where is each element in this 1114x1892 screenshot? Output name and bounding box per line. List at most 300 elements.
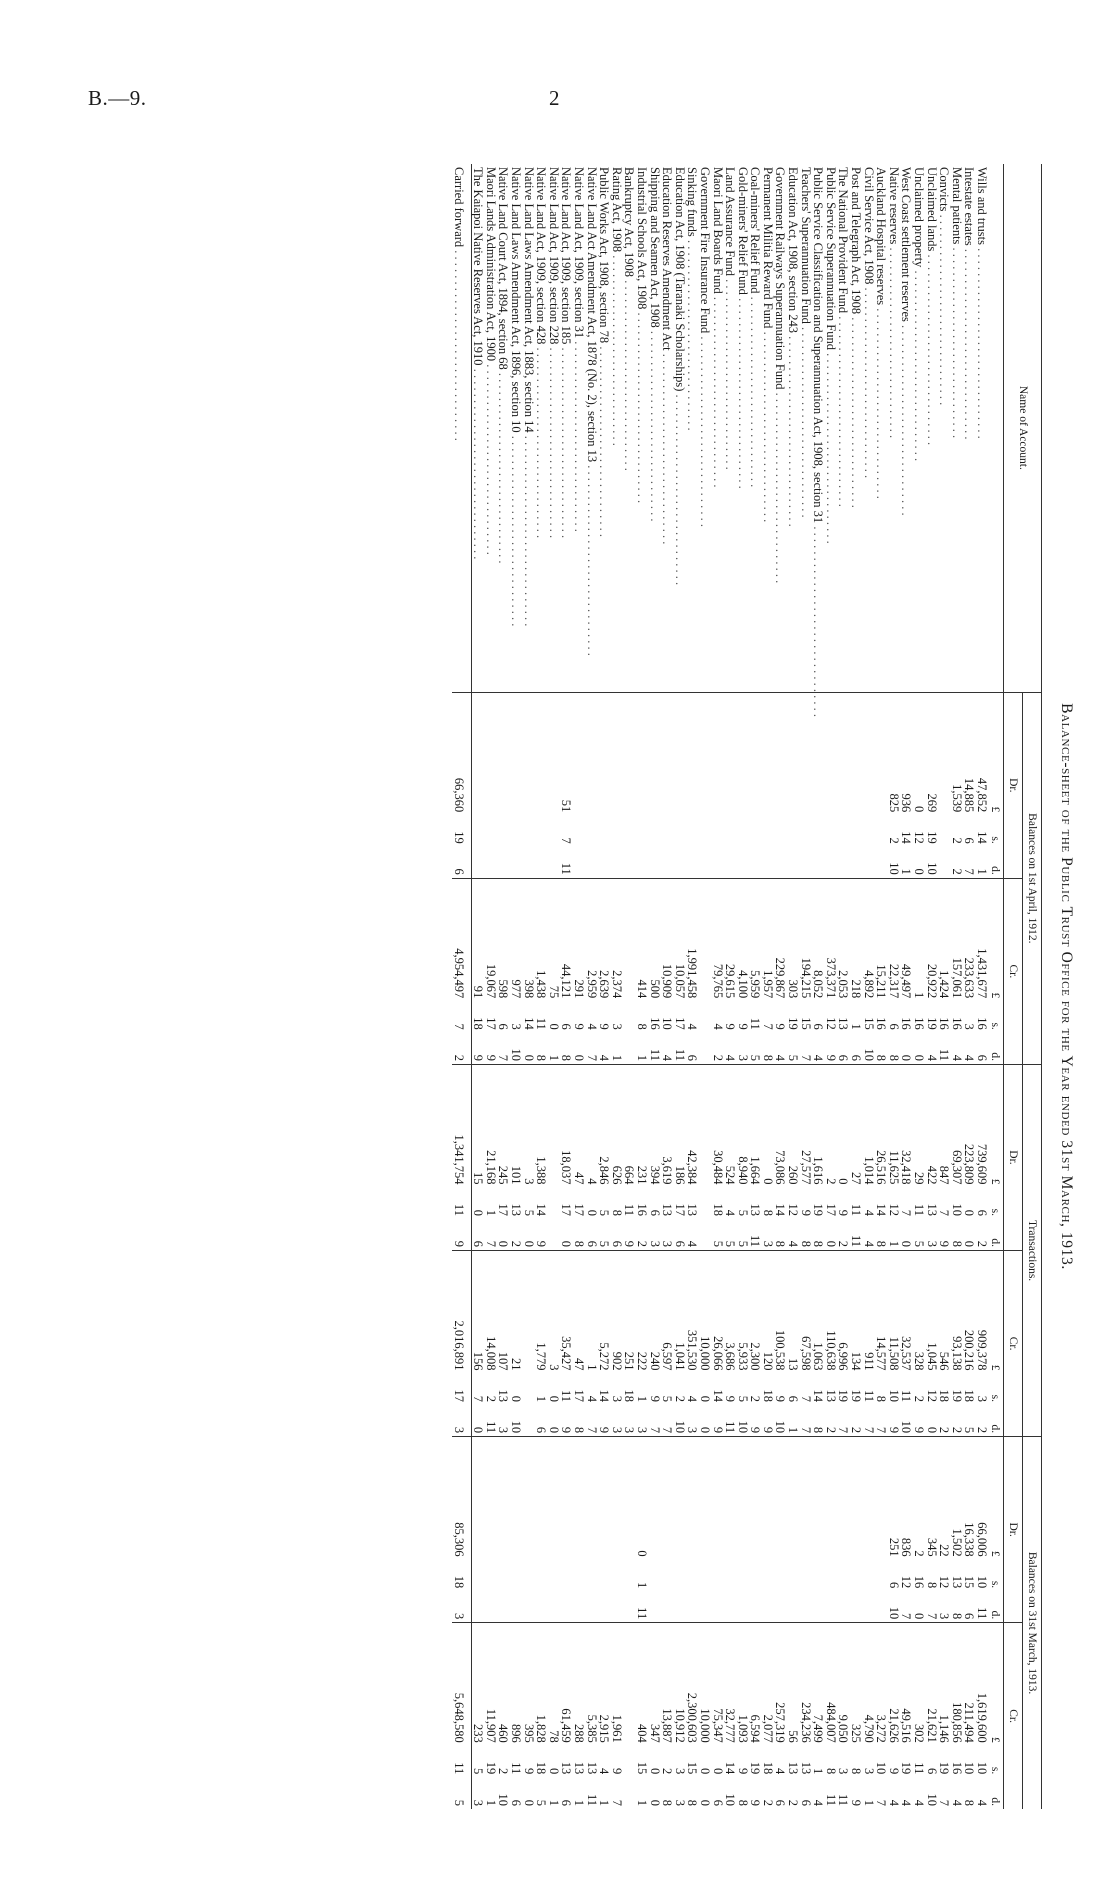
amount-pounds: 22,317 <box>886 963 901 999</box>
amount-pence <box>623 1591 636 1623</box>
amount-pence: 0 <box>560 1219 573 1251</box>
page-number: 2 <box>549 86 560 110</box>
account-label: Rating Act, 1908 <box>609 167 624 253</box>
amount-shillings <box>661 1560 674 1592</box>
amount-shillings: 19 <box>811 1203 826 1216</box>
amount-pounds: 156 <box>471 1351 486 1371</box>
amount-pence: 9 <box>471 1033 484 1065</box>
amount-shillings <box>824 1560 837 1592</box>
amount-shillings: 13 <box>836 1017 851 1030</box>
account-label: Post and Telegraph Act, 1908 <box>849 167 864 315</box>
amount-pounds: 1,616 <box>811 1156 826 1185</box>
amount-shillings <box>471 1560 484 1592</box>
amount-shillings: 6 <box>496 1023 511 1030</box>
amount-pounds: 328 <box>912 1351 927 1371</box>
amount-shillings <box>837 815 850 847</box>
amount-pounds: 3,619 <box>660 1156 675 1185</box>
amount-pounds: 2,959 <box>584 970 599 999</box>
table-row <box>975 164 988 1809</box>
amount-pence: 4 <box>949 1799 964 1806</box>
amount-pence: 7 <box>963 847 976 879</box>
amount-pounds: 26,066 <box>710 1336 725 1371</box>
amount-pence <box>736 847 749 879</box>
amount-pounds: 395 <box>521 1723 536 1743</box>
rotated-balance-sheet <box>100 164 1075 1809</box>
amount-pounds <box>938 692 951 815</box>
amount-shillings: 6 <box>559 1023 574 1030</box>
amount-pence <box>560 1591 573 1623</box>
amount-pounds: 13,887 <box>660 1708 675 1743</box>
amount-pounds: 896 <box>509 1723 524 1743</box>
amount-pence: 11 <box>749 1219 762 1251</box>
amount-pence: 5 <box>736 1219 749 1251</box>
amount-pounds: 233,633 <box>962 957 977 999</box>
amount-pence: 3 <box>661 1219 674 1251</box>
amount-shillings <box>875 815 888 847</box>
amount-pence <box>661 847 674 879</box>
amount-pounds: 194,215 <box>798 957 813 999</box>
unit-pound: £ <box>988 1550 1001 1557</box>
amount-pence <box>623 1033 636 1065</box>
amount-pence: 9 <box>749 1405 762 1437</box>
account-name <box>661 164 674 692</box>
amount-pence <box>698 847 711 879</box>
dot-leader: . . . . . . . . . . . . . . . . . . . . . . . . . . . . . . . <box>451 247 466 441</box>
amount-shillings <box>623 1560 636 1592</box>
amount-pence <box>585 1591 598 1623</box>
amount-pounds: 75 <box>546 985 561 999</box>
amount-shillings <box>849 815 862 847</box>
amount-pounds: 49,497 <box>899 963 914 999</box>
amount-shillings: 9 <box>735 1023 750 1030</box>
amount-pence: 8 <box>685 1799 700 1806</box>
amount-pounds: 32,777 <box>723 1708 738 1743</box>
amount-pence: 8 <box>962 1799 977 1806</box>
amount-pence <box>522 847 535 879</box>
account-label: Permanent Militia Reward Fund <box>760 167 775 329</box>
amount-pence: 0 <box>521 1799 536 1806</box>
amount-shillings: 1 <box>534 1395 549 1403</box>
amount-pounds <box>585 692 598 815</box>
amount-pence <box>635 847 648 879</box>
unit-pence: d. <box>988 1219 1004 1251</box>
amount-pence: 2 <box>711 1033 724 1065</box>
amount-shillings: 17 <box>672 1203 687 1216</box>
dot-leader: . . . . . . . . . . . . . . . . . . . . . . . . . . . . . . . <box>660 350 675 545</box>
amount-pounds: 218 <box>849 979 864 999</box>
amount-shillings <box>635 815 648 847</box>
amount-pounds: 32,537 <box>899 1336 914 1371</box>
amount-shillings: 8 <box>874 1395 889 1403</box>
amount-pounds <box>484 1437 497 1560</box>
amount-pounds <box>471 692 484 815</box>
amount-shillings: 13 <box>496 1389 511 1403</box>
unit-shillings: s. <box>988 1208 1001 1216</box>
amount-pounds: 30,484 <box>710 1150 725 1185</box>
amount-pounds <box>787 1437 800 1560</box>
amount-shillings: 4 <box>861 1209 876 1216</box>
amount-shillings: 13 <box>660 1203 675 1216</box>
amount-pounds <box>648 1437 661 1560</box>
amount-pence <box>799 847 812 879</box>
amount-pounds: 739,609 <box>975 1143 989 1185</box>
amount-pounds <box>862 1437 875 1560</box>
amount-pounds: 2 <box>912 1550 927 1557</box>
amount-pence: 9 <box>912 1405 925 1437</box>
amount-pence: 8 <box>572 1219 585 1251</box>
amount-shillings: 19 <box>899 1761 914 1775</box>
amount-pounds: 3 <box>521 1178 536 1185</box>
amount-shillings: 12 <box>886 1203 901 1216</box>
amount-pounds: 61,459 <box>559 1708 574 1743</box>
header-opening-cr: Cr. <box>1004 878 1023 1064</box>
amount-pence <box>610 847 623 879</box>
account-label: Industrial Schools Act, 1908 <box>634 167 649 310</box>
amount-pounds: 8,052 <box>811 970 826 999</box>
amount-shillings: 15 <box>962 1575 977 1589</box>
amount-shillings: 11 <box>899 1389 914 1403</box>
amount-pounds: 21 <box>509 1357 524 1371</box>
amount-shillings: 4 <box>584 1395 599 1403</box>
account-label: Education Reserves Amendment Act <box>660 167 675 351</box>
amount-pence <box>849 1591 862 1623</box>
amount-pounds: 6,996 <box>836 1342 851 1371</box>
amount-pounds: 51 <box>559 799 574 813</box>
amount-pence: 6 <box>471 1219 484 1251</box>
amount-pounds: 1,341,754 <box>452 1064 471 1187</box>
amount-shillings: 4 <box>710 1023 725 1030</box>
account-name <box>799 164 812 692</box>
dot-leader: . . . . . . . . . . . . . . . . . . . . . . . . . . . . . . . <box>723 276 738 470</box>
amount-pounds <box>673 1437 686 1560</box>
amount-pence: 3 <box>648 1219 661 1251</box>
amount-pounds <box>497 692 510 815</box>
amount-pence: 3 <box>925 1219 938 1251</box>
amount-pence <box>648 847 661 879</box>
amount-shillings: 16 <box>949 1761 964 1775</box>
amount-shillings: 17 <box>672 1017 687 1030</box>
amount-pounds: 1,957 <box>760 970 775 999</box>
amount-shillings: 9 <box>773 1395 788 1403</box>
amount-pounds: 10,912 <box>672 1708 687 1743</box>
amount-shillings: 11 <box>861 1389 876 1403</box>
amount-shillings: 7 <box>899 1209 914 1216</box>
table-row <box>686 164 699 1809</box>
amount-pence: 9 <box>887 1405 900 1437</box>
amount-shillings: 6 <box>975 1209 989 1216</box>
unit-pence: d. <box>988 847 1004 879</box>
amount-pence: 0 <box>471 1405 484 1437</box>
amount-pence <box>736 1591 749 1623</box>
amount-pence: 4 <box>787 1219 800 1251</box>
amount-pence: 3 <box>686 1405 699 1437</box>
amount-pounds: 21,621 <box>924 1708 939 1743</box>
amount-pounds: 911 <box>861 1352 876 1371</box>
dot-leader: . . . . . . . . . . . . . . . . . . . . . . . . . . . . . . . <box>975 244 989 439</box>
amount-shillings: 1 <box>634 1395 649 1403</box>
amount-pence: 1 <box>610 1033 623 1065</box>
amount-pounds <box>749 1437 762 1560</box>
amount-pence <box>799 1591 812 1623</box>
amount-shillings: 0 <box>471 1209 486 1216</box>
amount-pence: 7 <box>648 1405 661 1437</box>
dot-leader: . . . . . . . . . . . . . . . . . . . . . . . . . . . . . . . <box>748 293 763 488</box>
amount-pounds: 1,093 <box>735 1714 750 1743</box>
amount-pence: 8 <box>560 1033 573 1065</box>
amount-shillings: 8 <box>849 1767 864 1775</box>
amount-pounds <box>471 1437 484 1560</box>
amount-shillings: 2 <box>912 1395 927 1403</box>
amount-shillings <box>711 815 724 847</box>
amount-shillings: 2 <box>748 1395 763 1403</box>
amount-pence: 7 <box>900 1591 913 1623</box>
amount-shillings: 13 <box>786 1761 801 1775</box>
account-label: Native Land Act, 1909, section 185 <box>559 167 574 345</box>
amount-shillings <box>547 815 560 847</box>
account-label: Maori Lands Administration Act, 1900 <box>483 167 498 362</box>
amount-pence <box>547 847 560 879</box>
amount-pounds: 245 <box>496 1165 511 1185</box>
amount-pence: 5 <box>724 1219 737 1251</box>
amount-pence: 1 <box>547 1033 560 1065</box>
amount-pounds <box>623 1623 636 1746</box>
unit-pound: £ <box>988 1178 1001 1185</box>
amount-pounds: 2,300,603 <box>685 1692 700 1743</box>
amount-pence: 8 <box>535 1033 548 1065</box>
amount-shillings <box>749 1560 762 1592</box>
header-closing-dr: Dr. <box>1004 1437 1023 1623</box>
amount-pounds: 414 <box>634 979 649 999</box>
dot-leader: . . . . . . . . . . . . . . . . . . . . . . . . . . . . . . . <box>597 343 612 537</box>
amount-pounds <box>497 1437 510 1560</box>
amount-shillings: 11 <box>559 1389 574 1403</box>
amount-shillings <box>610 1560 623 1592</box>
dot-leader: . . . . . . . . . . . . . . . . . . . . . . . . . . . . . . . <box>962 245 977 440</box>
amount-pence: 10 <box>736 1405 749 1437</box>
amount-shillings <box>673 815 686 847</box>
amount-pence: 5 <box>787 1033 800 1065</box>
dot-leader: . . . . . . . . . . . . . . . . . . . . . . . . . . . . . . . <box>735 294 750 489</box>
amount-pounds: 1,961 <box>609 1714 624 1743</box>
amount-pounds <box>598 1437 611 1560</box>
account-name <box>849 164 862 692</box>
amount-shillings <box>585 1560 598 1592</box>
amount-pence: 2 <box>938 1405 951 1437</box>
amount-pounds <box>875 692 888 815</box>
header-transactions-dr: Dr. <box>1004 1064 1023 1250</box>
amount-shillings: 11 <box>509 1762 524 1775</box>
amount-pence: 1 <box>597 1799 612 1806</box>
amount-pounds <box>610 692 623 815</box>
amount-pounds <box>812 1437 825 1560</box>
account-label: Maori Land Boards Fund <box>710 167 725 294</box>
amount-pence <box>875 847 888 879</box>
header-closing-balances: Balances on 31st March, 1913. <box>1023 1437 1042 1809</box>
account-label: Native Land Court Act, 1894, section 68 <box>496 167 511 370</box>
table-row <box>610 164 623 1809</box>
amount-pounds: 21,168 <box>483 1150 498 1185</box>
dot-leader: . . . . . . . . . . . . . . . . . . . . . . . . . . . . . . . <box>634 309 649 504</box>
amount-shillings <box>535 815 548 847</box>
amount-pounds: 5,272 <box>597 1342 612 1371</box>
table-row <box>887 164 900 1809</box>
amount-pounds: 1,828 <box>534 1714 549 1743</box>
header-transactions-cr: Cr. <box>1004 1251 1023 1437</box>
amount-pence: 0 <box>697 1799 712 1806</box>
amount-shillings <box>938 815 951 847</box>
amount-shillings: 1 <box>811 1767 826 1775</box>
amount-pounds: 10,000 <box>697 1336 712 1371</box>
amount-pence: 6 <box>849 1033 862 1065</box>
amount-pounds: 85,306 <box>452 1437 471 1560</box>
amount-pence: 2 <box>635 1219 648 1251</box>
amount-pence: 11 <box>635 1591 648 1623</box>
table-row <box>761 164 774 1809</box>
dot-leader: . . . . . . . . . . . . . . . . . . . . . . . . . . . . . . . <box>899 321 914 516</box>
amount-pence: 7 <box>862 1405 875 1437</box>
amount-pence: 4 <box>774 1033 787 1065</box>
amount-shillings: 10 <box>660 1017 675 1030</box>
amount-pounds: 56 <box>786 1730 801 1743</box>
amount-pounds: 398 <box>521 979 536 999</box>
account-name <box>811 164 826 717</box>
amount-pounds <box>535 692 548 815</box>
account-label: Public Service Classification and Superannuation Act, 1908, section 31 <box>811 167 826 524</box>
table-row <box>837 164 850 1809</box>
amount-pounds: 1 <box>912 992 927 999</box>
dot-leader: . . . . . . . . . . . . . . . . . . . . . . . . . . . . . . . <box>811 523 826 717</box>
amount-pounds <box>522 1251 535 1374</box>
amount-pence: 5 <box>598 1219 611 1251</box>
carried-forward-row <box>452 164 471 1809</box>
amount-pounds: 18,037 <box>559 1150 574 1185</box>
amount-pence: 7 <box>799 1405 812 1437</box>
amount-pounds <box>635 692 648 815</box>
amount-shillings: 7 <box>760 1023 775 1030</box>
amount-pounds: 2 <box>823 1178 838 1185</box>
table-row <box>535 164 548 1809</box>
amount-pounds <box>673 692 686 815</box>
header-account-name: Name of Account. <box>1004 164 1042 692</box>
table-row <box>799 164 812 1809</box>
amount-shillings: 8 <box>609 1209 624 1216</box>
amount-pounds: 394 <box>647 1165 662 1185</box>
dot-leader: . . . . . . . . . . . . . . . . . . . . . . . . . . . . . . . <box>798 323 813 518</box>
amount-pence: 2 <box>837 1219 850 1251</box>
amount-pence: 9 <box>938 1219 951 1251</box>
amount-pence <box>673 1591 686 1623</box>
amount-pounds: 291 <box>572 979 586 999</box>
amount-pence: 0 <box>647 1799 662 1806</box>
dot-leader: . . . . . . . . . . . . . . . . . . . . . . . . . . . . . . . <box>949 244 964 439</box>
table-row <box>560 164 573 1809</box>
account-name <box>787 164 800 692</box>
amount-shillings: 5 <box>471 1767 486 1775</box>
amount-pounds: 91 <box>471 985 486 999</box>
amount-pence <box>572 847 585 879</box>
account-label: The Kaiapoi Native Reserves Act, 1910 <box>471 167 486 366</box>
amount-pence: 3 <box>610 1405 623 1437</box>
amount-pounds <box>509 1437 522 1560</box>
amount-shillings: 16 <box>634 1203 649 1216</box>
table-row <box>736 164 749 1809</box>
amount-pounds: 73,086 <box>773 1150 788 1185</box>
balance-sheet-table <box>452 164 1042 1809</box>
amount-shillings: 12 <box>924 1389 939 1403</box>
amount-pounds: 251 <box>622 1351 637 1371</box>
account-name <box>837 164 850 692</box>
amount-pounds: 4,892 <box>861 970 876 999</box>
amount-pounds: 49,516 <box>899 1708 914 1743</box>
amount-pence <box>471 847 484 879</box>
amount-shillings <box>497 1560 510 1592</box>
amount-shillings: 14 <box>975 831 989 844</box>
table-row <box>950 164 963 1809</box>
amount-shillings: 1 <box>849 1023 864 1030</box>
amount-pence <box>535 847 548 879</box>
amount-pence: 3 <box>672 1799 687 1806</box>
amount-pounds <box>547 692 560 815</box>
amount-shillings: 12 <box>912 831 927 844</box>
amount-pence: 4 <box>912 1799 927 1806</box>
amount-shillings: 3 <box>861 1767 876 1775</box>
amount-pence <box>686 1591 699 1623</box>
amount-pence <box>509 847 522 879</box>
amount-shillings <box>686 815 699 847</box>
amount-pounds: 825 <box>886 793 901 813</box>
amount-pence: 1 <box>887 1219 900 1251</box>
amount-shillings <box>774 1560 787 1592</box>
amount-pounds: 233 <box>471 1723 486 1743</box>
account-name <box>497 164 510 692</box>
amount-pounds <box>824 692 837 815</box>
amount-pence <box>673 847 686 879</box>
amount-pence: 11 <box>849 1219 862 1251</box>
account-name <box>648 164 661 692</box>
amount-shillings: 2 <box>483 1395 498 1403</box>
amount-shillings: 15 <box>685 1761 700 1775</box>
amount-shillings: 10 <box>975 1575 989 1589</box>
amount-pence <box>837 1591 850 1623</box>
amount-shillings: 9 <box>723 1395 738 1403</box>
account-label: Unclaimed lands <box>924 167 939 252</box>
amount-shillings: 9 <box>609 1767 624 1775</box>
amount-shillings: 9 <box>521 1767 536 1775</box>
amount-shillings: 0 <box>697 1767 712 1775</box>
amount-pounds <box>648 692 661 815</box>
amount-shillings: 3 <box>962 1023 977 1030</box>
amount-shillings <box>875 1560 888 1592</box>
amount-pence: 8 <box>774 1219 787 1251</box>
account-label: Sinking funds <box>685 167 700 237</box>
amount-pence <box>598 1591 611 1623</box>
account-label: Convicts <box>937 167 952 212</box>
amount-shillings: 12 <box>937 1575 952 1589</box>
header-opening-balances: Balances on 1st April, 1912. <box>1023 692 1042 1064</box>
amount-shillings <box>799 815 812 847</box>
amount-pence: 9 <box>560 1405 573 1437</box>
amount-pence <box>610 1591 623 1623</box>
amount-pence: 0 <box>497 1219 510 1251</box>
table-row <box>724 164 737 1809</box>
amount-shillings <box>522 815 535 847</box>
amount-pounds: 234,236 <box>798 1702 813 1743</box>
amount-shillings: 9 <box>723 1023 738 1030</box>
amount-pounds: 3 <box>546 1364 561 1371</box>
account-label: Unclaimed property <box>912 167 927 268</box>
amount-shillings: 19 <box>924 831 939 844</box>
amount-shillings: 19 <box>836 1389 851 1403</box>
